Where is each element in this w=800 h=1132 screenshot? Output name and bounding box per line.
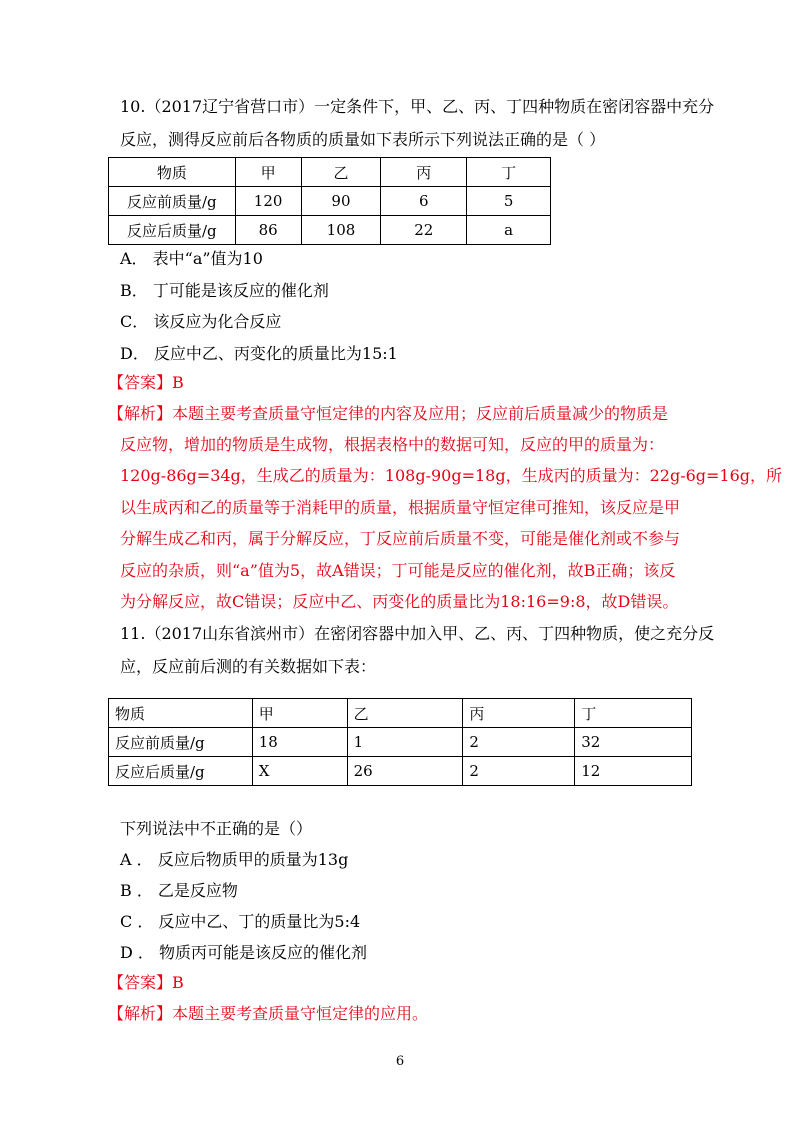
q10-option-a: A． 表中“a”值为10 xyxy=(120,249,263,268)
table-cell: 26 xyxy=(347,757,463,786)
table-cell: 1 xyxy=(347,728,463,757)
table-cell: X xyxy=(252,757,347,786)
q10-analysis-line: 分解生成乙和丙，属于分解反应，丁反应前后质量不变，可能是催化剂或不参与 xyxy=(120,529,681,548)
table-cell: 108 xyxy=(301,216,381,245)
q10-analysis-line: 为分解反应，故C错误；反应中乙、丙变化的质量比为18:16=9:8，故D错误。 xyxy=(120,592,679,611)
table-row xyxy=(109,728,692,757)
table-cell: 2 xyxy=(463,757,575,786)
q10-option-c: C． 该反应为化合反应 xyxy=(120,312,282,331)
q11-option-c: C ． 反应中乙、丁的质量比为5:4 xyxy=(120,912,361,931)
table-cell: 反应后质量/g xyxy=(109,757,253,786)
q11-table xyxy=(108,698,692,786)
q10-stem-line2: 反应，测得反应前后各物质的质量如下表所示下列说法正确的是（ ） xyxy=(120,130,606,149)
table-cell: 120 xyxy=(235,187,301,216)
table-cell: 18 xyxy=(252,728,347,757)
table-row xyxy=(109,216,551,245)
table-cell: 22 xyxy=(381,216,467,245)
table-cell: 反应前质量/g xyxy=(109,187,236,216)
q10-analysis-line: 反应物，增加的物质是生成物，根据表格中的数据可知，反应的甲的质量为： xyxy=(120,435,665,454)
table-header: 物质 xyxy=(109,158,236,187)
q11-question-stem: 下列说法中不正确的是（） xyxy=(120,819,313,838)
q10-stem-line1: 10.（2017辽宁省营口市）一定条件下，甲、乙、丙、丁四种物质在密闭容器中充分 xyxy=(120,97,715,116)
q10-option-b: B． 丁可能是该反应的催化剂 xyxy=(120,281,329,300)
table-cell: 5 xyxy=(467,187,551,216)
q10-option-d: D． 反应中乙、丙变化的质量比为15:1 xyxy=(120,344,398,363)
q11-stem-line1: 11.（2017山东省滨州市）在密闭容器中加入甲、乙、丙、丁四种物质，使之充分反 xyxy=(120,624,715,643)
table-header: 乙 xyxy=(301,158,381,187)
table-cell: 32 xyxy=(575,728,692,757)
table-cell: 6 xyxy=(381,187,467,216)
table-header: 甲 xyxy=(235,158,301,187)
q10-analysis-line: 120g-86g=34g，生成乙的质量为：108g-90g=18g，生成丙的质量为：22g-6g=16g，所 xyxy=(120,466,783,485)
page-number: 6 xyxy=(395,1054,405,1069)
table-header: 甲 xyxy=(252,699,347,728)
table-cell: 90 xyxy=(301,187,381,216)
table-header: 物质 xyxy=(109,699,253,728)
q11-stem-line2: 应，反应前后测的有关数据如下表： xyxy=(120,657,377,676)
q11-analysis: 【解析】本题主要考查质量守恒定律的应用。 xyxy=(108,1004,429,1023)
table-row xyxy=(109,158,551,187)
table-header: 丙 xyxy=(381,158,467,187)
q11-option-d: D ． 物质丙可能是该反应的催化剂 xyxy=(120,943,368,962)
q10-analysis-line: 以生成丙和乙的质量等于消耗甲的质量，根据质量守恒定律可推知，该反应是甲 xyxy=(120,498,681,517)
table-cell: 86 xyxy=(235,216,301,245)
table-header: 丙 xyxy=(463,699,575,728)
q10-answer: 【答案】B xyxy=(108,373,184,392)
table-cell: 12 xyxy=(575,757,692,786)
table-row xyxy=(109,699,692,728)
q10-analysis-line: 【解析】本题主要考查质量守恒定律的内容及应用；反应前后质量减少的物质是 xyxy=(108,404,669,423)
q11-answer: 【答案】B xyxy=(108,973,184,992)
table-row xyxy=(109,757,692,786)
table-header: 丁 xyxy=(575,699,692,728)
q10-table xyxy=(108,157,551,245)
table-header: 乙 xyxy=(347,699,463,728)
table-cell: 2 xyxy=(463,728,575,757)
table-header: 丁 xyxy=(467,158,551,187)
table-cell: 反应前质量/g xyxy=(109,728,253,757)
table-cell: a xyxy=(467,216,551,245)
q11-option-a: A ． 反应后物质甲的质量为13g xyxy=(120,850,349,869)
table-cell: 反应后质量/g xyxy=(109,216,236,245)
table-row xyxy=(109,187,551,216)
q11-option-b: B ． 乙是反应物 xyxy=(120,881,238,900)
q10-analysis-line: 反应的杂质，则“a”值为5，故A错误；丁可能是反应的催化剂，故B正确；该反 xyxy=(120,561,676,580)
